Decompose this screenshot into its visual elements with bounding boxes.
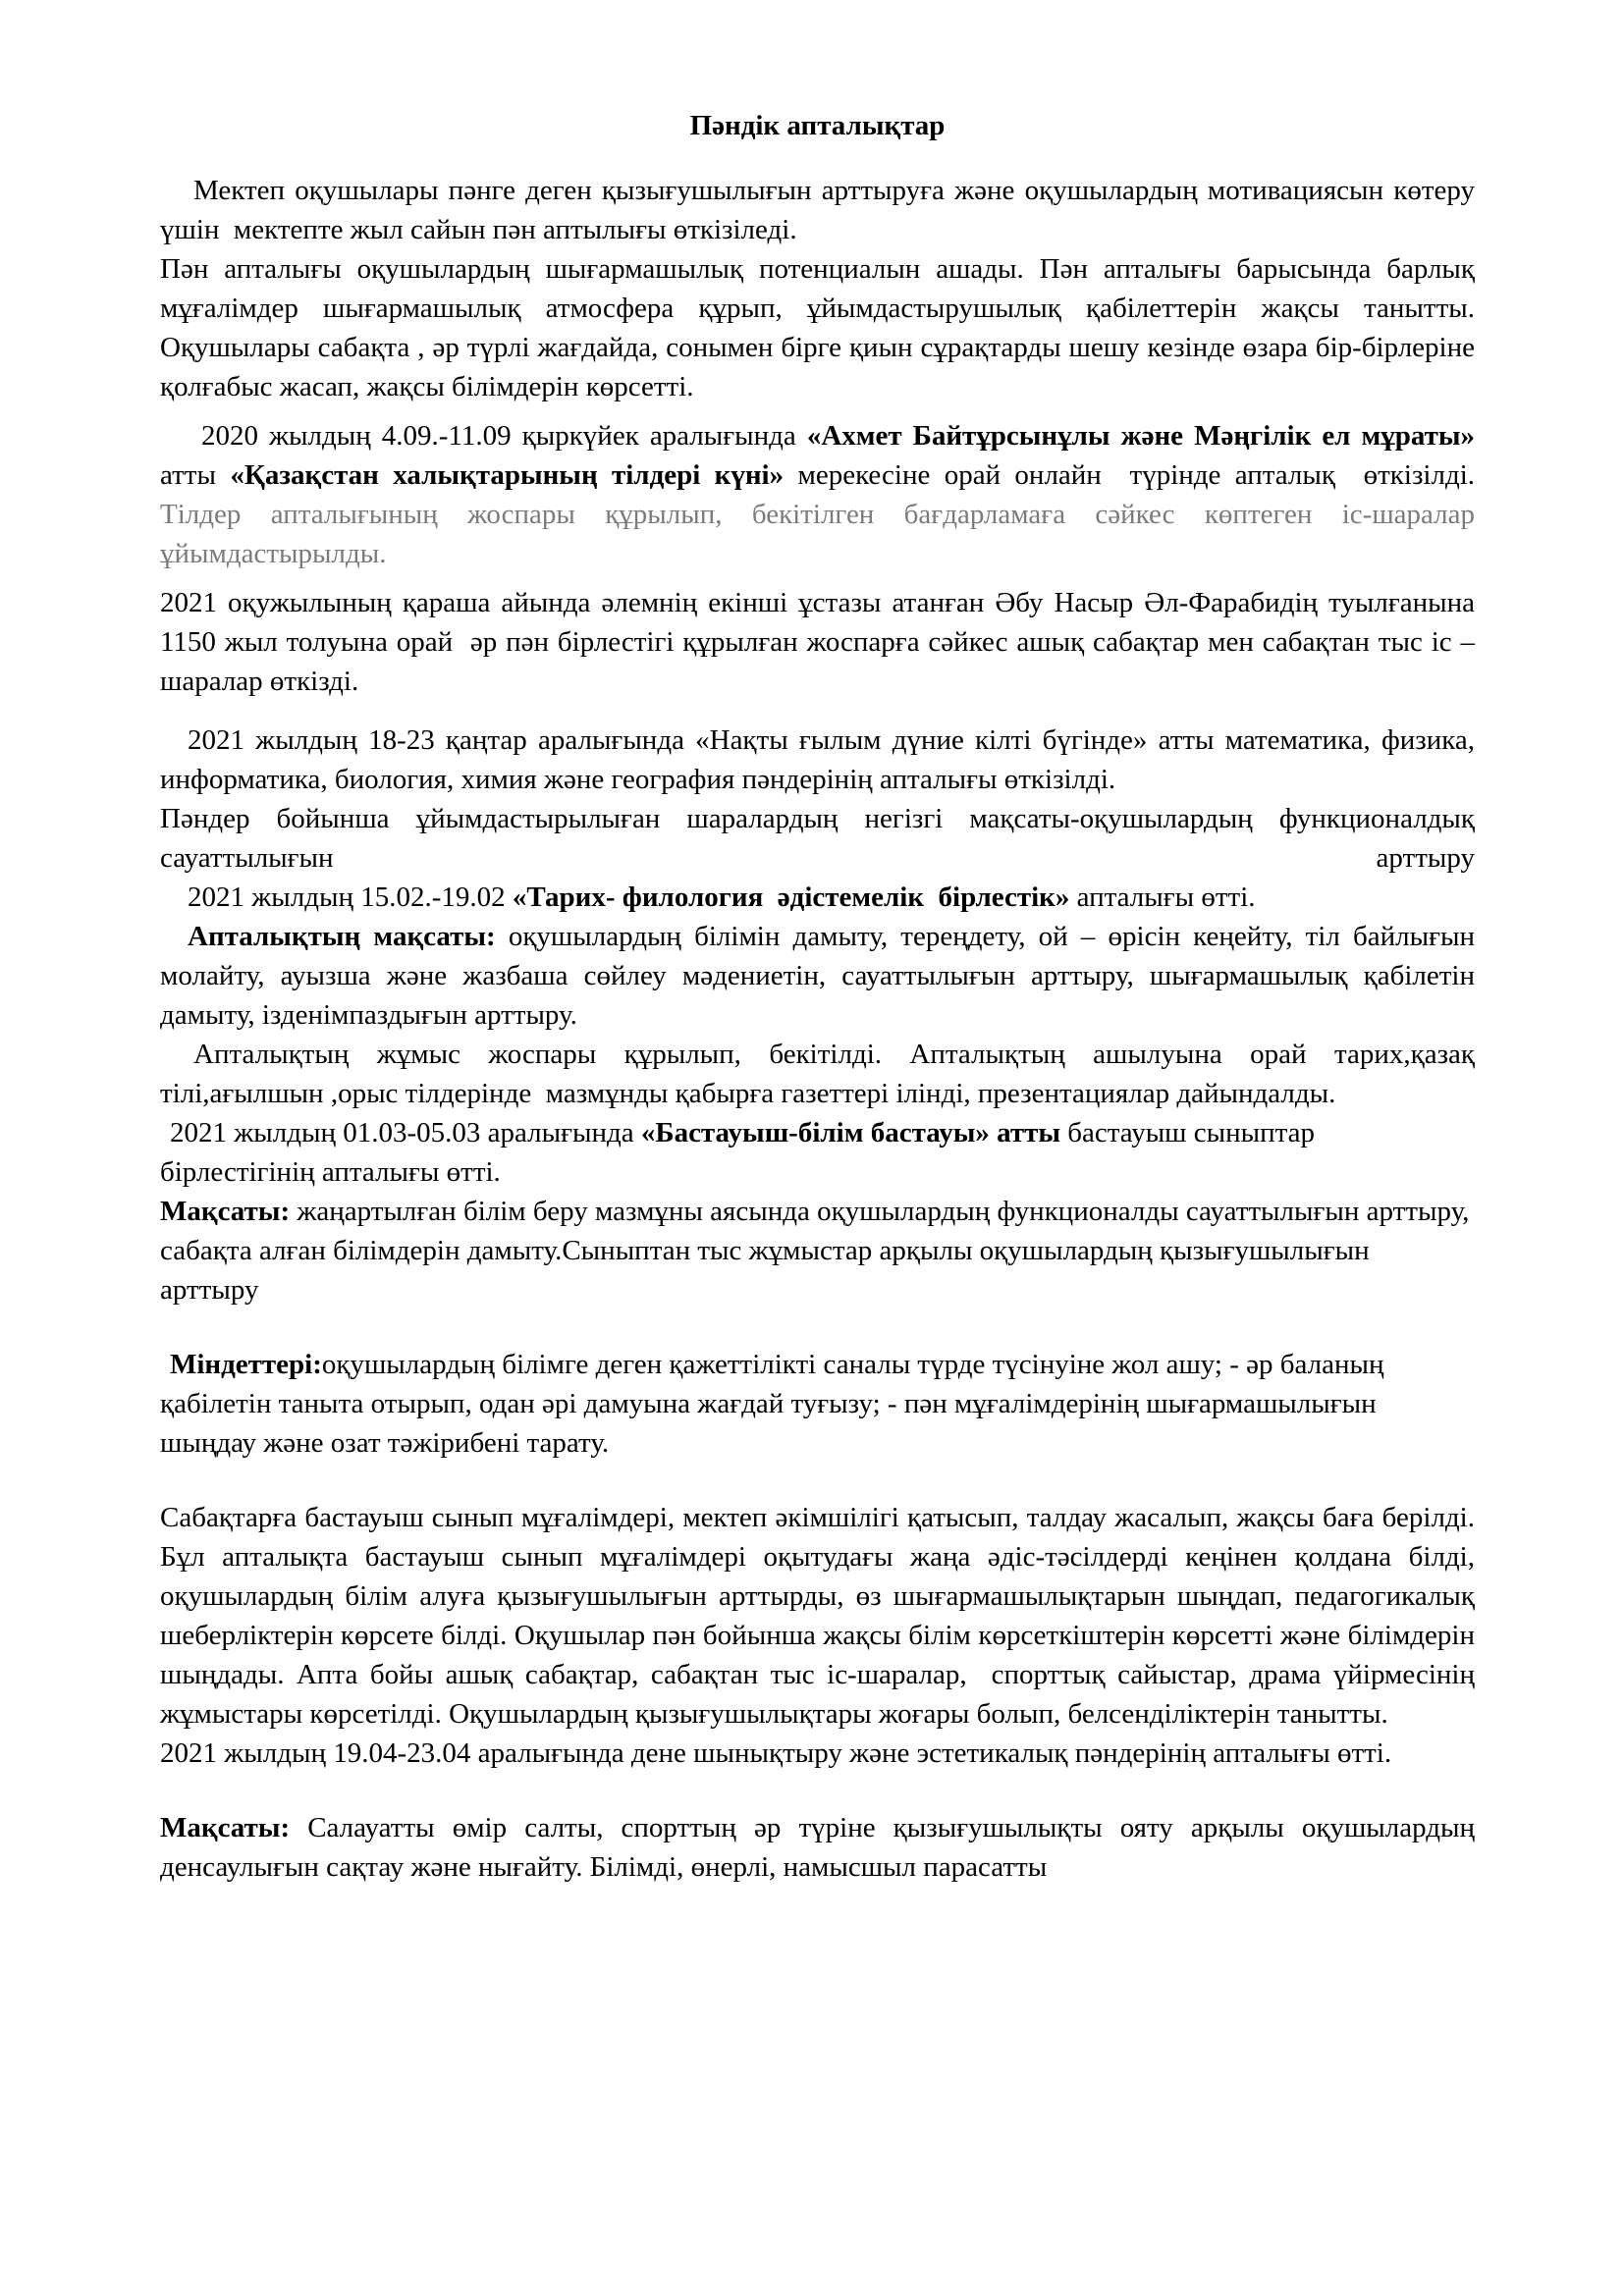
para-science-week-goal <box>160 799 1483 878</box>
para-primary-school-week <box>160 1113 1475 1192</box>
text-run-bold: Мақсаты: <box>160 1196 291 1227</box>
text-run-bold: Міндеттері: <box>170 1349 322 1380</box>
text-run-bold: «Бастауыш-білім бастауы» атты <box>640 1117 1061 1148</box>
text-run: оқушылардың білімін дамыту, тереңдету, ой – өрісін кеңейту, тіл байлығын молайту, ауызша және жазбаша сөйлеу мәдениетін, сауаттылығын арттыру, шығармашылық қабілетін дамыту, ізденімпаздығын арттыру. <box>160 921 1483 1031</box>
text-run: бастауыш сыныптар бірлестігінің апталығы өтті. <box>160 1117 1323 1188</box>
para-subject-week-overview <box>160 249 1483 406</box>
text-run: 2020 жылдың 4.09.-11.09 қыркүйек аралығында <box>201 420 807 452</box>
para-history-philology-week <box>160 878 1475 917</box>
para-primary-week-results <box>160 1498 1489 1734</box>
text-run: мерекесіне орай онлайн түрінде апталық өткізілді. <box>784 459 1483 491</box>
para-intro <box>160 171 1483 249</box>
text-run-gray: Тілдер апталығының жоспары құрылып, бекітілген бағдарламаға сәйкес көптеген іс-шаралар ұйымдастырылды. <box>160 499 1483 569</box>
text-run-bold: «Тарих- филология әдістемелік бірлестік» <box>512 881 1070 913</box>
text-run-bold: Апталықтың мақсаты: <box>188 921 496 952</box>
text-run: 2021 оқужылының қараша айында әлемнің екінші ұстазы атанған Әбу Насыр Әл-Фарабидің туылғанына 1150 жыл толуына орай әр пән бірлестігі құрылған жоспарға сәйкес ашық сабақтар мен сабақтан тыс іс –шаралар өткізді. <box>160 587 1483 697</box>
document-title: Пәндік апталықтар <box>689 110 946 141</box>
para-history-philology-goal <box>160 917 1483 1035</box>
para-al-farabi-week <box>160 583 1483 701</box>
text-run: апталығы өтті. <box>1069 881 1256 913</box>
para-sports-week-goal <box>160 1808 1483 1887</box>
para-sports-aesthetics-week <box>160 1734 1475 1773</box>
text-run: Пәндер бойынша ұйымдастырылыған шаралардың негізгі мақсаты-оқушылардың функционалдық сауаттылығын арттыру <box>160 803 1483 874</box>
para-history-philology-plan <box>160 1035 1483 1113</box>
text-run: 2021 жылдың 01.03-05.03 аралығында <box>170 1117 641 1148</box>
text-run: 2021 жылдың 15.02.-19.02 <box>188 881 513 913</box>
text-run-bold: «Қазақстан халықтарының тілдері күні» <box>230 459 785 491</box>
text-run: Сабақтарға бастауыш сынып мұғалімдері, мектеп әкімшілігі қатысып, талдау жасалып, жақсы баға берілді. Бұл апталықта бастауыш сынып мұғалімдері оқытудағы жаңа әдіс-тәсілдерді кеңінен қолдана білді, оқушылардың білім алуға қызығушылығын арттырды, өз шығармашылықтарын шыңдап, педагогикалық шеберліктерін көрсете білді. Оқушылар пән бойынша жақсы білім көрсеткіштерін көрсетті және білімдерін шыңдады. Апта бойы ашық сабақтар, сабақтан тыс іс-шаралар, спорттық сайыстар, драма үйірмесінің жұмыстары көрсетілді. Оқушылардың қызығушылықтары жоғары болып, белсенділіктерін танытты. <box>160 1502 1489 1730</box>
para-primary-school-tasks <box>160 1345 1475 1463</box>
text-run: жаңартылған білім беру мазмұны аясында оқушылардың функционалды сауаттылығын арттыру, сабақта алған білімдерін дамыту.Сыныптан тыс жұмыстар арқылы оқушылардың қызығушылығын арттыру <box>160 1196 1477 1306</box>
text-run: Салауатты өмір салты, спорттың әр түріне қызығушылықты ояту арқылы оқушылардың денсаулығын сақтау және нығайту. Білімді, өнерлі, намысшыл парасатты <box>160 1812 1483 1883</box>
text-run: Мектеп оқушылары пәнге деген қызығушылығын арттыруға және оқушылардың мотивациясын көтеру үшін мектепте жыл сайын пән аптылығы өткізіледі. <box>160 175 1483 245</box>
para-languages-week-2020 <box>160 416 1483 573</box>
para-science-week <box>160 721 1483 799</box>
text-run-bold: Мақсаты: <box>160 1812 291 1843</box>
para-primary-school-goal <box>160 1192 1475 1309</box>
text-run: оқушылардың білімге деген қажеттілікті саналы түрде түсінуіне жол ашу; - әр баланың қабілетін таныта отырып, одан әрі дамуына жағдай туғызу; - пән мұғалімдерінің шығармашылығын шыңдау және озат тәжірибені тарату. <box>160 1349 1391 1459</box>
text-run-bold: «Ахмет Байтұрсынұлы және Мәңгілік ел мұраты» <box>806 420 1475 452</box>
text-run: Пән апталығы оқушылардың шығармашылық потенциалын ашады. Пән апталығы барысында барлық мұғалімдер шығармашылық атмосфера құрып, ұйымдастырушылық қабілеттерін жақсы танытты. Оқушылары сабақта , әр түрлі жағдайда, сонымен бірге қиын сұрақтарды шешу кезінде өзара бір-бірлеріне қолғабыс жасап, жақсы білімдерін көрсетті. <box>160 253 1483 402</box>
text-run: Апталықтың жұмыс жоспары құрылып, бекітілді. Апталықтың ашылуына орай тарих,қазақ тілі,ағылшын ,орыс тілдерінде мазмұнды қабырға газеттері ілінді, презентациялар дайындалды. <box>160 1039 1483 1109</box>
text-run: 2021 жылдың 18-23 қаңтар аралығында «Нақты ғылым дүние кілті бүгінде» атты математика, физика, информатика, биология, химия және география пәндерінің апталығы өткізілді. <box>160 724 1483 795</box>
text-run: 2021 жылдың 19.04-23.04 аралығында дене шынықтыру және эстетикалық пәндерінің апталығы өтті. <box>160 1737 1392 1769</box>
text-run: атты <box>160 420 1483 491</box>
